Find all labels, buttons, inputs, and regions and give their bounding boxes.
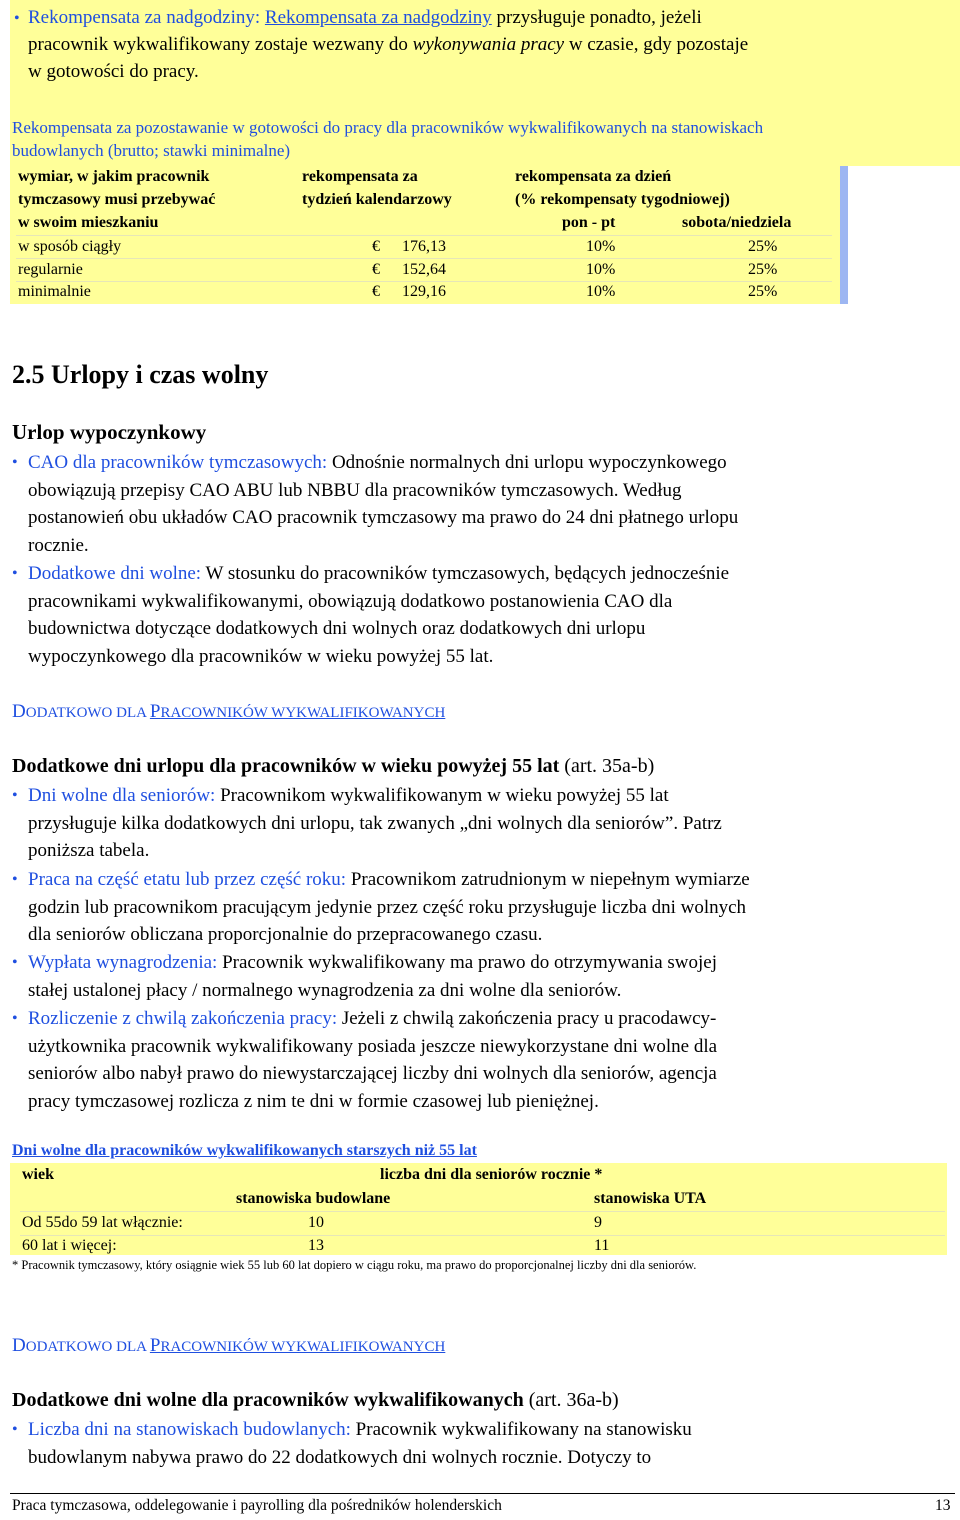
dodatkowo-heading: DODATKOWO DLA PRACOWNIKÓW WYKWALIFIKOWANYCH [12, 1335, 446, 1356]
row-label: w sposób ciągły [18, 238, 122, 255]
row-weekday: 10% [586, 261, 616, 278]
row-bud: 13 [308, 1237, 324, 1254]
bullet-payment: • Wypłata wynagrodzenia: Pracownik wykwalifikowany ma prawo do otrzymywania swojej stałej ustalonej płacy / normalnego wynagrodzenia za dni wolne dla seniorów. [12, 949, 947, 1004]
senior-table-title: Dni wolne dla pracowników wykwalifikowanych starszych niż 55 lat [12, 1142, 477, 1159]
bullet-extra-days: • Dodatkowe dni wolne: W stosunku do pracowników tymczasowych, będących jednocześnie pracownikami wykwalifikowanymi, obowiązują dodatkowo postanowienia CAO dla budownictwa dotyczące dodatkowych dni wolnych oraz dodatkowych dni urlopu wypoczynkowego dla pracowników w wieku powyżej 55 lat. [12, 560, 947, 671]
overtime-term: Rekompensata za nadgodziny: [28, 7, 261, 28]
header-cell: pon - pt [562, 214, 616, 231]
bullet-construction-days: • Liczba dni na stanowiskach budowlanych: Pracownik wykwalifikowany na stanowisku budowlanym nabywa prawo do 22 dodatkowych dni wolnych rocznie. Dotyczy to [12, 1416, 947, 1471]
row-weekday: 10% [586, 283, 616, 300]
row-divider [16, 235, 832, 236]
row-divider [16, 281, 832, 282]
euro-icon: € [372, 283, 380, 300]
bullet-settlement: • Rozliczenie z chwilą zakończenia pracy: Jeżeli z chwilą zakończenia pracy u pracodawcy- użytkownika pracownik wykwalifikowany posiada jeszcze niewykorzystane dni wolne dla seniorów albo nabył prawo do niewystarczającej liczby dni wolnych dla seniorów, agencja pracy tymczasowej rozlicza z nim te dni w formie czasowej lub pieniężnej. [12, 1005, 947, 1116]
row-amount: 176,13 [402, 238, 446, 255]
bullet-icon: • [12, 565, 18, 582]
row-age: Od 55do 59 lat włącznie: [22, 1214, 183, 1231]
overtime-link[interactable]: Rekompensata za nadgodziny [264, 7, 492, 28]
senior-table [10, 1163, 947, 1255]
header-cell: rekompensata za [302, 168, 418, 185]
overtime-text: przysługuje ponadto, jeżeli [491, 7, 702, 28]
footnote: * Pracownik tymczasowy, który osiągnie wiek 55 lub 60 lat dopiero w ciągu roku, ma prawo do proporcjonalnej liczby dni dla seniorów. [12, 1258, 697, 1272]
section-heading: 2.5 Urlopy i czas wolny [12, 360, 269, 389]
table-title-line1: Rekompensata za pozostawanie w gotowości do pracy dla pracowników wykwalifikowanych na stanowiskach [12, 118, 764, 137]
extra-heading: Dodatkowe dni wolne dla pracowników wykwalifikowanych (art. 36a-b) [12, 1389, 619, 1411]
row-uta: 9 [594, 1214, 602, 1231]
row-age: 60 lat i więcej: [22, 1237, 117, 1254]
row-weekend: 25% [748, 238, 778, 255]
euro-icon: € [372, 261, 380, 278]
euro-icon: € [372, 238, 380, 255]
header-cell: wymiar, w jakim pracownik [18, 168, 210, 185]
row-bud: 10 [308, 1214, 324, 1231]
bullet-icon: • [12, 787, 18, 804]
bullet-cao: • CAO dla pracowników tymczasowych: Odnośnie normalnych dni urlopu wypoczynkowego obowiązują przepisy CAO ABU lub NBBU dla pracowników tymczasowych. Według postanowień obu układów CAO pracownik tymczasowy ma prawo do 24 dni płatnego urlopu rocznie. [12, 449, 947, 560]
row-divider [16, 258, 832, 259]
bullet-icon: • [12, 1010, 18, 1027]
urlop-heading: Urlop wypoczynkowy [12, 420, 207, 444]
bullet-senior-days: • Dni wolne dla seniorów: Pracownikom wykwalifikowanym w wieku powyżej 55 lat przysługuje kilka dodatkowych dni urlopu, tak zwanych „dni wolnych dla seniorów”. Patrz poniższa tabela. [12, 782, 947, 865]
bullet-part-time: • Praca na część etatu lub przez część roku: Pracownikom zatrudnionym w niepełnym wymiarze godzin lub pracownikom pracującym jedynie przez część roku przysługuje liczba dni wolnych dla seniorów obliczana proporcjonalnie do przepracowanego czasu. [12, 866, 947, 949]
header-cell: w swoim mieszkaniu [18, 214, 159, 231]
row-label: minimalnie [18, 283, 91, 300]
row-divider [20, 1235, 945, 1236]
row-weekend: 25% [748, 261, 778, 278]
header-cell: liczba dni dla seniorów rocznie * [380, 1166, 603, 1183]
row-divider [20, 1211, 945, 1212]
header-cell: tydzień kalendarzowy [302, 191, 452, 208]
header-cell: tymczasowy musi przebywać [18, 191, 216, 208]
footer-rule [10, 1493, 955, 1494]
table-border [840, 166, 848, 304]
dodatkowo-heading: DODATKOWO DLA PRACOWNIKÓW WYKWALIFIKOWANYCH [12, 701, 446, 722]
bullet-icon: • [12, 454, 18, 471]
overtime-block [10, 0, 960, 166]
header-cell: stanowiska UTA [594, 1190, 707, 1207]
row-label: regularnie [18, 261, 83, 278]
footer-text: Praca tymczasowa, oddelegowanie i payrolling dla pośredników holenderskich [12, 1497, 502, 1514]
senior-heading: Dodatkowe dni urlopu dla pracowników w wieku powyżej 55 lat (art. 35a-b) [12, 755, 655, 777]
overtime-line3: w gotowości do pracy. [28, 61, 199, 82]
bullet-icon: • [12, 954, 18, 971]
header-cell: sobota/niedziela [682, 214, 792, 231]
row-weekend: 25% [748, 283, 778, 300]
header-cell: rekompensata za dzień [515, 168, 672, 185]
row-amount: 152,64 [402, 261, 446, 278]
table-title-line2: budowlanych (brutto; stawki minimalne) [12, 141, 291, 160]
bullet-icon: • [12, 871, 18, 888]
overtime-line2: pracownik wykwalifikowany zostaje wezwany do wykonywania pracy w czasie, gdy pozostaje [28, 34, 749, 55]
row-uta: 11 [594, 1237, 610, 1254]
header-cell: stanowiska budowlane [236, 1190, 391, 1207]
bullet-icon: • [12, 1421, 18, 1438]
header-cell: (% rekompensaty tygodniowej) [515, 191, 730, 208]
compensation-table [10, 166, 840, 304]
page-number: 13 [935, 1497, 951, 1514]
row-amount: 129,16 [402, 283, 446, 300]
row-weekday: 10% [586, 238, 616, 255]
bullet-icon: • [14, 10, 20, 27]
header-cell: wiek [22, 1166, 54, 1183]
overtime-bullet [14, 6, 954, 31]
